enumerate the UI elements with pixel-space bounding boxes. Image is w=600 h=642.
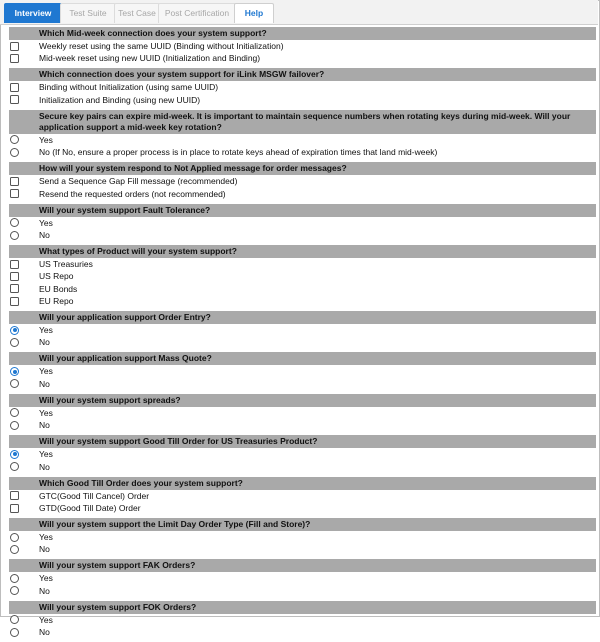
radio-button[interactable] [10,148,19,157]
option-label: Send a Sequence Gap Fill message (recommended) [39,176,238,187]
option-label: No [39,378,50,389]
question-header: Will your system support spreads? [9,394,596,407]
answer-option[interactable] [9,336,596,348]
option-label: No [39,585,50,596]
option-label: No (If No, ensure a proper process is in place to rotate keys ahead of expiration times that land mid-week) [39,147,438,158]
option-label: Yes [39,531,53,542]
question-block [9,311,596,349]
question-header: Which connection does your system support for iLink MSGW failover? [9,68,596,81]
question-block [9,245,596,308]
option-label: No [39,337,50,348]
radio-button[interactable] [10,408,19,417]
question-header: Will your system support FAK Orders? [9,559,596,572]
checkbox[interactable] [10,54,19,63]
answer-option[interactable] [9,531,596,543]
option-label: Yes [39,407,53,418]
question-header: Will your system support Fault Tolerance? [9,204,596,217]
option-label: Yes [39,449,53,460]
question-block [9,68,596,106]
question-block [9,477,596,515]
answer-option[interactable] [9,407,596,419]
answer-option[interactable] [9,572,596,584]
option-label: Mid-week reset using new UUID (Initialization and Binding) [39,53,261,64]
answer-option[interactable] [9,365,596,377]
option-label: Resend the requested orders (not recommended) [39,188,226,199]
answer-option[interactable] [9,378,596,390]
question-header: Which Good Till Order does your system support? [9,477,596,490]
answer-option[interactable] [9,295,596,307]
answer-option[interactable] [9,81,596,93]
tab-test-case[interactable]: Test Case [114,3,160,23]
answer-option[interactable] [9,324,596,336]
option-label: Yes [39,614,53,625]
option-label: Yes [39,134,53,145]
option-label: No [39,627,50,638]
radio-button[interactable] [10,135,19,144]
question-header: Will your system support FOK Orders? [9,601,596,614]
question-header: Secure key pairs can expire mid-week. It is important to maintain sequence numbers when rotating keys during mid-week. Will your application support a mid-week key rotation? [9,110,596,134]
answer-option[interactable] [9,543,596,555]
answer-option[interactable] [9,258,596,270]
checkbox[interactable] [10,189,19,198]
answer-option[interactable] [9,175,596,187]
option-label: Binding without Initialization (using same UUID) [39,82,219,93]
checkbox[interactable] [10,297,19,306]
radio-button[interactable] [10,574,19,583]
question-header: Which Mid-week connection does your system support? [9,27,596,40]
question-block [9,110,596,159]
answer-option[interactable] [9,229,596,241]
option-label: Yes [39,573,53,584]
answer-option[interactable] [9,217,596,229]
checkbox[interactable] [10,504,19,513]
checkbox[interactable] [10,95,19,104]
answer-option[interactable] [9,448,596,460]
question-header: Will your application support Mass Quote? [9,352,596,365]
question-block [9,204,596,242]
question-header: Will your system support the Limit Day Order Type (Fill and Store)? [9,518,596,531]
tab-help[interactable]: Help [234,3,274,23]
answer-option[interactable] [9,490,596,502]
radio-button[interactable] [10,586,19,595]
option-label: GTD(Good Till Date) Order [39,502,141,513]
question-block [9,27,596,65]
question-block [9,435,596,473]
radio-button[interactable] [10,450,19,459]
checkbox[interactable] [10,83,19,92]
option-label: US Repo [39,271,74,282]
radio-button[interactable] [10,218,19,227]
option-label: No [39,461,50,472]
question-block [9,162,596,200]
answer-option[interactable] [9,40,596,52]
tab-post-certification[interactable]: Post Certification [158,3,236,23]
checkbox[interactable] [10,177,19,186]
checkbox[interactable] [10,42,19,51]
tab-test-suite[interactable]: Test Suite [60,3,116,23]
question-header: Will your system support Good Till Order for US Treasuries Product? [9,435,596,448]
question-header: How will your system respond to Not Applied message for order messages? [9,162,596,175]
radio-button[interactable] [10,367,19,376]
checkbox[interactable] [10,272,19,281]
answer-option[interactable] [9,94,596,106]
question-header: What types of Product will your system support? [9,245,596,258]
answer-option[interactable] [9,134,596,146]
option-label: Yes [39,325,53,336]
answer-option[interactable] [9,52,596,64]
answer-option[interactable] [9,270,596,282]
option-label: Weekly reset using the same UUID (Binding without Initialization) [39,41,284,51]
option-label: Yes [39,217,53,228]
radio-button[interactable] [10,326,19,335]
answer-option[interactable] [9,614,596,626]
option-label: Yes [39,366,53,377]
radio-button[interactable] [10,628,19,637]
question-block [9,394,596,432]
option-label: No [39,229,50,240]
radio-button[interactable] [10,338,19,347]
option-label: No [39,544,50,555]
option-label: No [39,420,50,431]
answer-option[interactable] [9,146,596,158]
tab-interview[interactable]: Interview [4,3,62,23]
checkbox[interactable] [10,284,19,293]
radio-button[interactable] [10,379,19,388]
radio-button[interactable] [10,421,19,430]
question-header: Will your application support Order Entry? [9,311,596,324]
question-block [9,601,596,639]
answer-option[interactable] [9,419,596,431]
interview-form [9,27,596,642]
tab-bar [0,0,598,25]
answer-option[interactable] [9,283,596,295]
checkbox[interactable] [10,491,19,500]
answer-option[interactable] [9,188,596,200]
question-block [9,352,596,390]
checkbox[interactable] [10,260,19,269]
option-label: EU Repo [39,296,74,307]
answer-option[interactable] [9,461,596,473]
option-label: US Treasuries [39,258,93,269]
option-label: EU Bonds [39,283,78,294]
answer-option[interactable] [9,585,596,597]
option-label: GTC(Good Till Cancel) Order [39,490,150,501]
question-block [9,559,596,597]
radio-button[interactable] [10,533,19,542]
answer-option[interactable] [9,502,596,514]
radio-button[interactable] [10,545,19,554]
option-label: Initialization and Binding (using new UUID) [39,94,201,105]
radio-button[interactable] [10,231,19,240]
radio-button[interactable] [10,462,19,471]
question-block [9,518,596,556]
answer-option[interactable] [9,626,596,638]
